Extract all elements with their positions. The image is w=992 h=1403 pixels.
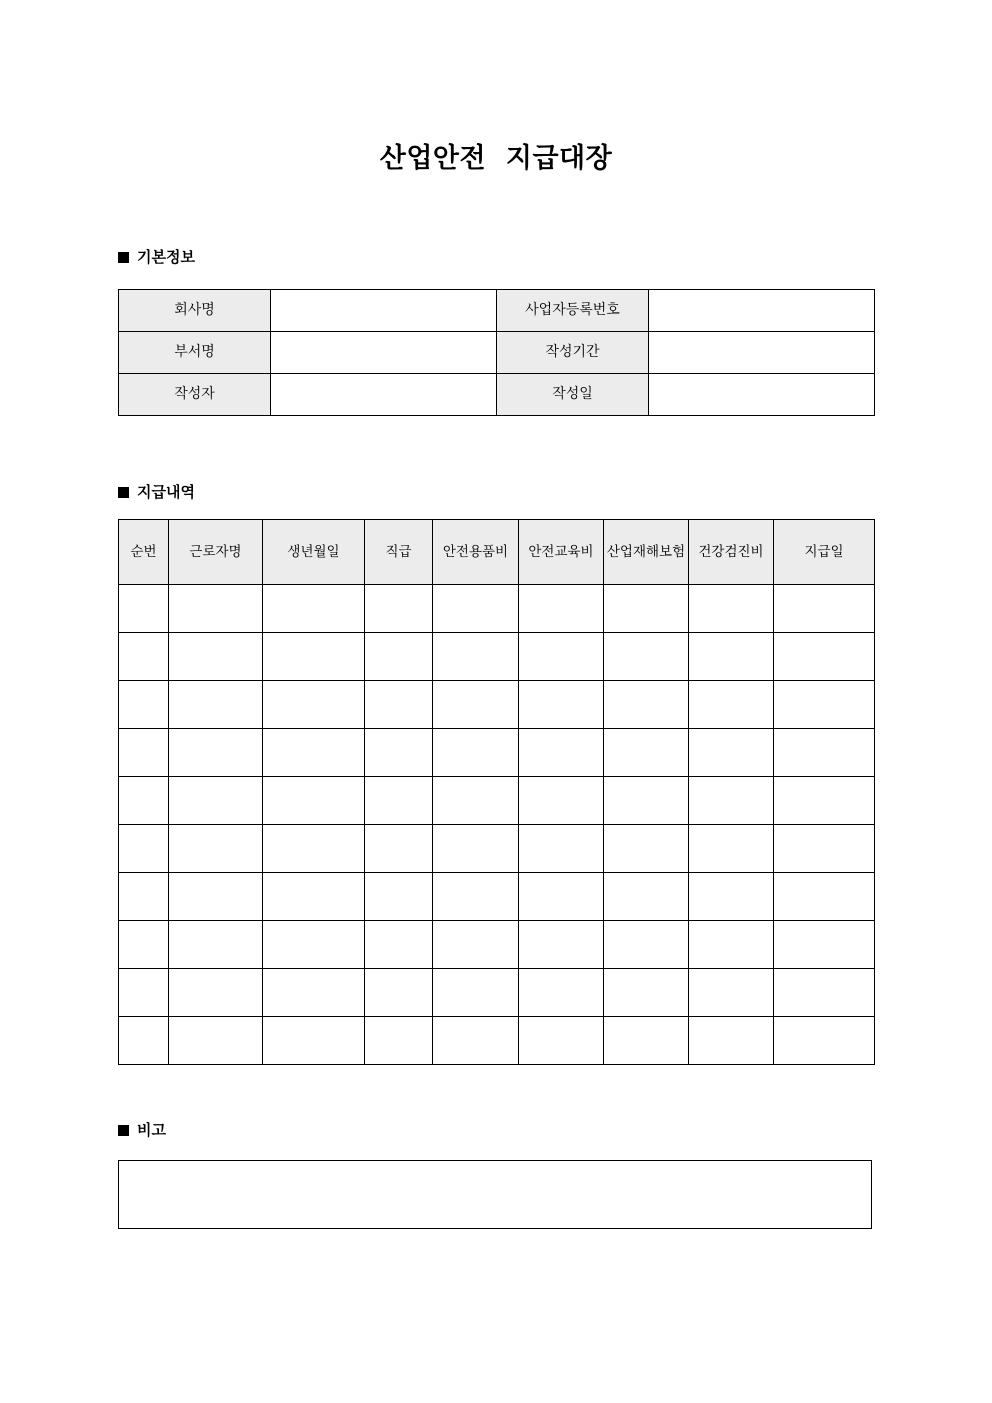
column-header-health-checkup-cost: 건강검진비 xyxy=(689,520,774,585)
square-bullet-icon xyxy=(118,1125,129,1136)
cell-date-of-birth[interactable] xyxy=(263,825,365,873)
cell-job-rank[interactable] xyxy=(365,585,433,633)
field-label-creation-date: 작성일 xyxy=(497,374,649,416)
remarks-textarea[interactable] xyxy=(118,1160,872,1229)
table-row xyxy=(119,633,875,681)
column-header-date-of-birth: 생년월일 xyxy=(263,520,365,585)
cell-health-checkup-cost[interactable] xyxy=(689,873,774,921)
cell-sequence-number[interactable] xyxy=(119,921,169,969)
cell-health-checkup-cost[interactable] xyxy=(689,777,774,825)
payment-details-table xyxy=(118,519,875,1065)
field-label-company-name: 회사명 xyxy=(119,290,271,332)
cell-date-of-birth[interactable] xyxy=(263,681,365,729)
field-value-reporting-period[interactable] xyxy=(649,332,875,374)
cell-sequence-number[interactable] xyxy=(119,729,169,777)
cell-payment-date[interactable] xyxy=(774,729,875,777)
field-value-department-name[interactable] xyxy=(271,332,497,374)
field-label-author: 작성자 xyxy=(119,374,271,416)
section-heading-basic-info-label: 기본정보 xyxy=(137,248,195,266)
cell-safety-education-cost[interactable] xyxy=(519,873,604,921)
cell-safety-equipment-cost[interactable] xyxy=(433,585,519,633)
cell-job-rank[interactable] xyxy=(365,825,433,873)
basic-info-table xyxy=(118,289,875,416)
column-header-worker-name: 근로자명 xyxy=(169,520,263,585)
cell-job-rank[interactable] xyxy=(365,921,433,969)
cell-industrial-accident-insurance[interactable] xyxy=(604,633,689,681)
field-label-reporting-period: 작성기간 xyxy=(497,332,649,374)
cell-sequence-number[interactable] xyxy=(119,633,169,681)
field-value-author[interactable] xyxy=(271,374,497,416)
cell-payment-date[interactable] xyxy=(774,1017,875,1065)
cell-safety-education-cost[interactable] xyxy=(519,585,604,633)
cell-worker-name[interactable] xyxy=(169,729,263,777)
cell-safety-equipment-cost[interactable] xyxy=(433,1017,519,1065)
cell-worker-name[interactable] xyxy=(169,873,263,921)
cell-worker-name[interactable] xyxy=(169,825,263,873)
cell-worker-name[interactable] xyxy=(169,633,263,681)
cell-industrial-accident-insurance[interactable] xyxy=(604,729,689,777)
cell-payment-date[interactable] xyxy=(774,921,875,969)
cell-industrial-accident-insurance[interactable] xyxy=(604,585,689,633)
cell-safety-equipment-cost[interactable] xyxy=(433,825,519,873)
cell-safety-equipment-cost[interactable] xyxy=(433,729,519,777)
table-row xyxy=(119,777,875,825)
cell-health-checkup-cost[interactable] xyxy=(689,825,774,873)
cell-industrial-accident-insurance[interactable] xyxy=(604,681,689,729)
column-header-safety-equipment-cost: 안전용품비 xyxy=(433,520,519,585)
cell-sequence-number[interactable] xyxy=(119,777,169,825)
table-row xyxy=(119,1017,875,1065)
cell-job-rank[interactable] xyxy=(365,873,433,921)
cell-job-rank[interactable] xyxy=(365,1017,433,1065)
square-bullet-icon xyxy=(118,487,129,498)
column-header-job-rank: 직급 xyxy=(365,520,433,585)
column-header-payment-date: 지급일 xyxy=(774,520,875,585)
field-label-business-registration-number: 사업자등록번호 xyxy=(497,290,649,332)
cell-job-rank[interactable] xyxy=(365,777,433,825)
cell-industrial-accident-insurance[interactable] xyxy=(604,969,689,1017)
field-value-business-registration-number[interactable] xyxy=(649,290,875,332)
cell-health-checkup-cost[interactable] xyxy=(689,585,774,633)
cell-safety-equipment-cost[interactable] xyxy=(433,633,519,681)
cell-sequence-number[interactable] xyxy=(119,1017,169,1065)
section-heading-basic-info xyxy=(118,250,195,265)
section-heading-payment-details xyxy=(118,485,195,500)
cell-industrial-accident-insurance[interactable] xyxy=(604,1017,689,1065)
table-header-row xyxy=(119,520,875,585)
cell-industrial-accident-insurance[interactable] xyxy=(604,873,689,921)
cell-payment-date[interactable] xyxy=(774,825,875,873)
cell-safety-education-cost[interactable] xyxy=(519,633,604,681)
column-header-sequence-number: 순번 xyxy=(119,520,169,585)
cell-job-rank[interactable] xyxy=(365,969,433,1017)
section-heading-remarks xyxy=(118,1123,166,1138)
cell-sequence-number[interactable] xyxy=(119,873,169,921)
cell-date-of-birth[interactable] xyxy=(263,729,365,777)
field-label-department-name: 부서명 xyxy=(119,332,271,374)
cell-industrial-accident-insurance[interactable] xyxy=(604,777,689,825)
column-header-industrial-accident-insurance: 산업재해보험 xyxy=(604,520,689,585)
table-row xyxy=(119,332,875,374)
table-row xyxy=(119,585,875,633)
cell-worker-name[interactable] xyxy=(169,681,263,729)
field-value-company-name[interactable] xyxy=(271,290,497,332)
table-row xyxy=(119,873,875,921)
cell-sequence-number[interactable] xyxy=(119,969,169,1017)
cell-health-checkup-cost[interactable] xyxy=(689,969,774,1017)
cell-industrial-accident-insurance[interactable] xyxy=(604,921,689,969)
cell-payment-date[interactable] xyxy=(774,873,875,921)
cell-payment-date[interactable] xyxy=(774,585,875,633)
cell-health-checkup-cost[interactable] xyxy=(689,633,774,681)
section-heading-payment-details-label: 지급내역 xyxy=(137,483,195,501)
cell-worker-name[interactable] xyxy=(169,969,263,1017)
cell-payment-date[interactable] xyxy=(774,633,875,681)
square-bullet-icon xyxy=(118,252,129,263)
cell-date-of-birth[interactable] xyxy=(263,585,365,633)
table-row xyxy=(119,969,875,1017)
cell-sequence-number[interactable] xyxy=(119,585,169,633)
column-header-safety-education-cost: 안전교육비 xyxy=(519,520,604,585)
cell-date-of-birth[interactable] xyxy=(263,777,365,825)
table-row xyxy=(119,290,875,332)
cell-sequence-number[interactable] xyxy=(119,681,169,729)
cell-safety-education-cost[interactable] xyxy=(519,777,604,825)
cell-payment-date[interactable] xyxy=(774,681,875,729)
cell-date-of-birth[interactable] xyxy=(263,1017,365,1065)
cell-worker-name[interactable] xyxy=(169,921,263,969)
cell-date-of-birth[interactable] xyxy=(263,633,365,681)
cell-date-of-birth[interactable] xyxy=(263,969,365,1017)
cell-payment-date[interactable] xyxy=(774,969,875,1017)
cell-safety-education-cost[interactable] xyxy=(519,969,604,1017)
cell-worker-name[interactable] xyxy=(169,585,263,633)
cell-job-rank[interactable] xyxy=(365,681,433,729)
cell-health-checkup-cost[interactable] xyxy=(689,681,774,729)
cell-safety-education-cost[interactable] xyxy=(519,729,604,777)
cell-payment-date[interactable] xyxy=(774,777,875,825)
table-row xyxy=(119,374,875,416)
cell-worker-name[interactable] xyxy=(169,777,263,825)
table-row xyxy=(119,921,875,969)
cell-safety-education-cost[interactable] xyxy=(519,825,604,873)
page-title: 산업안전 지급대장 xyxy=(379,143,613,174)
cell-date-of-birth[interactable] xyxy=(263,921,365,969)
cell-safety-equipment-cost[interactable] xyxy=(433,969,519,1017)
cell-safety-education-cost[interactable] xyxy=(519,921,604,969)
cell-sequence-number[interactable] xyxy=(119,825,169,873)
cell-safety-equipment-cost[interactable] xyxy=(433,873,519,921)
cell-job-rank[interactable] xyxy=(365,729,433,777)
table-row xyxy=(119,729,875,777)
field-value-creation-date[interactable] xyxy=(649,374,875,416)
cell-safety-education-cost[interactable] xyxy=(519,681,604,729)
cell-health-checkup-cost[interactable] xyxy=(689,921,774,969)
cell-safety-education-cost[interactable] xyxy=(519,1017,604,1065)
cell-industrial-accident-insurance[interactable] xyxy=(604,825,689,873)
section-heading-remarks-label: 비고 xyxy=(137,1121,166,1139)
cell-job-rank[interactable] xyxy=(365,633,433,681)
cell-safety-equipment-cost[interactable] xyxy=(433,777,519,825)
cell-health-checkup-cost[interactable] xyxy=(689,729,774,777)
cell-worker-name[interactable] xyxy=(169,1017,263,1065)
table-row xyxy=(119,825,875,873)
table-row xyxy=(119,681,875,729)
cell-date-of-birth[interactable] xyxy=(263,873,365,921)
cell-safety-equipment-cost[interactable] xyxy=(433,681,519,729)
cell-health-checkup-cost[interactable] xyxy=(689,1017,774,1065)
cell-safety-equipment-cost[interactable] xyxy=(433,921,519,969)
